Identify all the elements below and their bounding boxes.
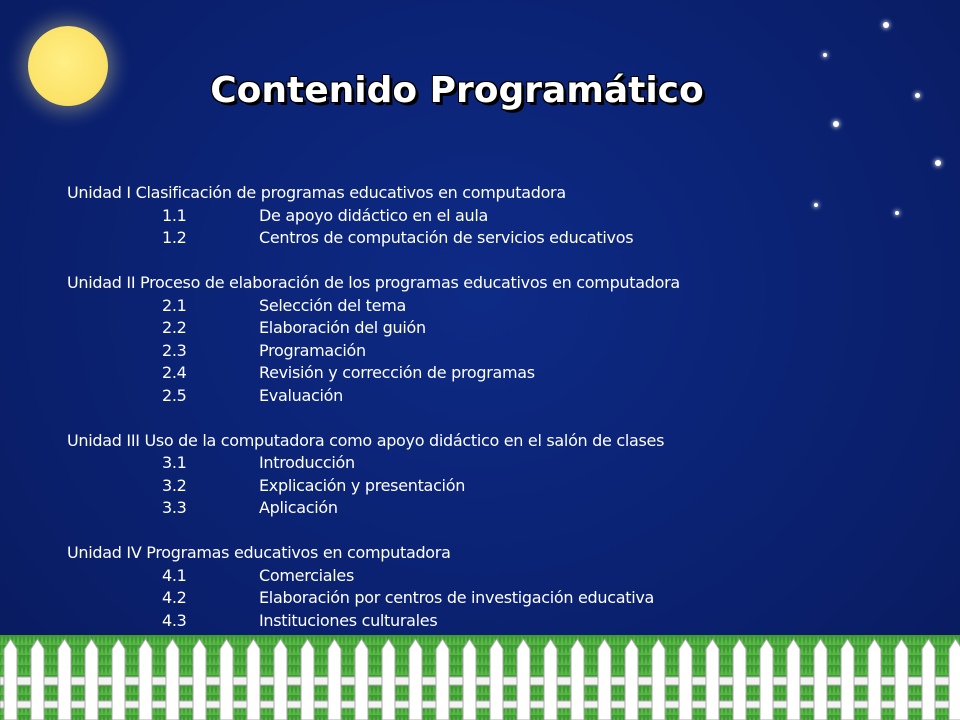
subtopic-row [67, 475, 927, 498]
subtopic-label: Comerciales [259, 565, 354, 585]
unit-heading: Unidad IV Programas educativos en computadora [67, 543, 451, 562]
unit-heading: Unidad II Proceso de elaboración de los programas educativos en computadora [67, 273, 680, 292]
subtopic-row [67, 565, 927, 588]
unit-heading: Unidad III Uso de la computadora como apoyo didáctico en el salón de clases [67, 430, 665, 450]
subtopic-number: 2.3 [162, 340, 187, 360]
subtopic-number: 3.2 [162, 475, 187, 495]
subtopic-number: 4.2 [162, 588, 187, 607]
subtopic-row [67, 295, 927, 318]
subtopic-row [67, 227, 927, 250]
unit-block [67, 542, 927, 632]
unit-block [67, 182, 927, 250]
subtopic-row [67, 362, 927, 385]
subtopic-label: Selección del tema [259, 295, 406, 315]
unit-heading: Unidad I Clasificación de programas educativos en computadora [67, 183, 566, 202]
subtopic-label: Elaboración del guión [259, 318, 426, 337]
subtopic-number: 3.1 [162, 453, 187, 472]
subtopic-row [67, 340, 927, 363]
content-outline [67, 182, 927, 655]
slide-title: Contenido Programático [210, 70, 704, 111]
subtopic-label: Centros de computación de servicios educativos [259, 228, 634, 247]
unit-block [67, 272, 927, 407]
subtopic-number: 2.4 [162, 363, 187, 382]
subtopic-label: Elaboración por centros de investigación educativa [259, 588, 655, 607]
subtopic-row [67, 205, 927, 228]
star-icon [833, 121, 839, 127]
subtopic-number: 3.3 [162, 498, 187, 517]
picket-fence-icon [0, 635, 960, 720]
subtopic-number: 2.2 [162, 318, 187, 337]
subtopic-row [67, 385, 927, 408]
unit-block [67, 430, 927, 520]
subtopic-row [67, 452, 927, 475]
star-icon [823, 53, 827, 57]
subtopic-number: 2.1 [162, 295, 187, 315]
subtopic-row [67, 610, 927, 633]
subtopic-number: 4.3 [162, 610, 187, 630]
star-icon [915, 93, 920, 98]
subtopic-row [67, 317, 927, 340]
subtopic-label: Explicación y presentación [259, 475, 466, 495]
subtopic-label: Instituciones culturales [259, 610, 438, 630]
subtopic-row [67, 497, 927, 520]
subtopic-number: 1.2 [162, 228, 187, 247]
subtopic-label: Programación [259, 340, 366, 360]
subtopic-label: De apoyo didáctico en el aula [259, 205, 489, 225]
subtopic-number: 2.5 [162, 385, 187, 405]
subtopic-row [67, 587, 927, 610]
subtopic-label: Evaluación [259, 385, 343, 405]
subtopic-number: 1.1 [162, 205, 187, 225]
subtopic-number: 4.1 [162, 565, 187, 585]
star-icon [883, 22, 889, 28]
subtopic-label: Aplicación [259, 498, 338, 517]
star-icon [935, 160, 941, 166]
subtopic-label: Introducción [259, 453, 355, 472]
subtopic-label: Revisión y corrección de programas [259, 363, 535, 382]
